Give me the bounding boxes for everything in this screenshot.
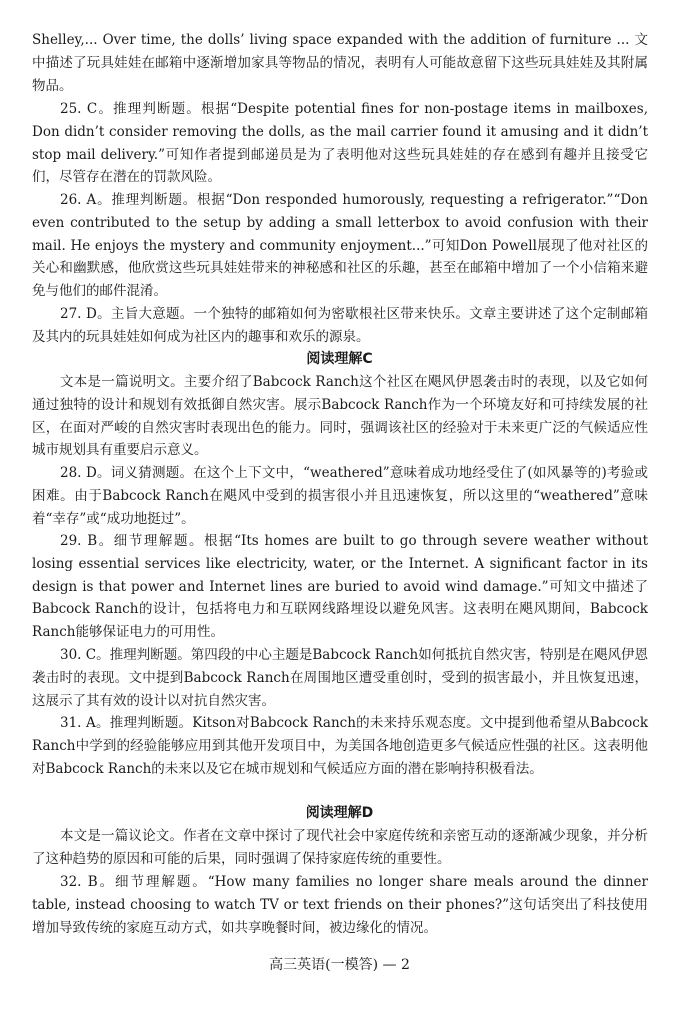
section-d-intro: 本文是一篇议论文。作者在文章中探讨了现代社会中家庭传统和亲密互动的逐渐减少现象，并分析了这种趋势的原因和可能的后果，同时强调了保持家庭传统的重要性。 bbox=[32, 828, 648, 867]
answer-25-explanation: 25. C。推理判断题。根据“Despite potential fines for non-postage items in mailboxes, Don didn’t consider removing the dolls, as the mail carrier found it amusing and it didn’t stop mail delivery.”可知作者提到邮递员是为了表明他对这些玩具娃娃的存在感到有趣并且接受它们，尽管存在潜在的罚款风险。 bbox=[32, 101, 648, 186]
section-c-heading: 阅读理解C bbox=[306, 351, 373, 367]
section-c-intro: 文本是一篇说明文。主要介绍了Babcock Ranch这个社区在飓风伊恩袭击时的表现，以及它如何通过独特的设计和规划有效抵御自然灾害。展示Babcock Ranch作为一个环境友好和可持续发展的社区，在面对严峻的自然灾害时表现出色的能力。同时，强调该社区的经验对于未来更广泛的气候适应性城市规划具有重要启示意义。 bbox=[32, 374, 648, 459]
answer-26-explanation: 26. A。推理判断题。根据“Don responded humorously, requesting a refrigerator.”“Don even contributed to the setup by adding a small letterbox to avoid confusion with their mail. He enjoys the mystery and community enjoyment...”可知Don Powell展现了他对社区的关心和幽默感，他欣赏这些玩具娃娃带来的神秘感和社区的乐趣，甚至在邮箱中增加了一个小信箱来避免与他们的邮件混淆。 bbox=[32, 192, 648, 300]
answer-30-explanation: 30. C。推理判断题。第四段的中心主题是Babcock Ranch如何抵抗自然灾害，特别是在飓风伊恩袭击时的表现。文中提到Babcock Ranch在周围地区遭受重创时，受到的损害最小，并且恢复迅速，这展示了其有效的设计以对抗自然灾害。 bbox=[32, 647, 648, 709]
paragraph-24-continuation: Shelley,... Over time, the dolls’ living space expanded with the addition of furniture ... 文中描述了玩具娃娃在邮箱中逐渐增加家具等物品的情况，表明有人可能故意留下这些玩具娃娃及其附属物品。 bbox=[32, 32, 648, 94]
answer-31-explanation: 31. A。推理判断题。Kitson对Babcock Ranch的未来持乐观态度。文中提到他希望从Babcock Ranch中学到的经验能够应用到其他开发项目中，为美国各地创造更多气候适应性强的社区。这表明他对Babcock Ranch的未来以及它在城市规划和气候适应方面的潜在影响持积极看法。 bbox=[32, 715, 648, 777]
answer-27-explanation: 27. D。主旨大意题。一个独特的邮箱如何为密歇根社区带来快乐。文章主要讲述了这个定制邮箱及其内的玩具娃娃如何成为社区内的趣事和欢乐的源泉。 bbox=[32, 306, 648, 345]
answer-28-explanation: 28. D。词义猜测题。在这个上下文中，“weathered”意味着成功地经受住了(如风暴等的)考验或困难。由于Babcock Ranch在飓风中受到的损害很小并且迅速恢复，所以这里的“weathered”意味着“幸存”或“成功地挺过”。 bbox=[32, 465, 648, 527]
section-d-heading: 阅读理解D bbox=[305, 805, 374, 821]
answer-29-explanation: 29. B。细节理解题。根据“Its homes are built to go through severe weather without losing essential services like electricity, water, or the Internet. A significant factor in its design is that power and Internet lines are buried to avoid wind damage.”可知文中描述了Babcock Ranch的设计，包括将电力和互联网线路埋设以避免风害。这表明在飓风期间，Babcock Ranch能够保证电力的可用性。 bbox=[32, 533, 648, 641]
page-footer: 高三英语(一模答) — 2 bbox=[269, 957, 410, 973]
answer-32-explanation: 32. B。细节理解题。“How many families no longer share meals around the dinner table, instead choosing to watch TV or text friends on their phones?”这句话突出了科技使用增加导致传统的家庭互动方式，如共享晚餐时间，被边缘化的情况。 bbox=[32, 874, 648, 936]
